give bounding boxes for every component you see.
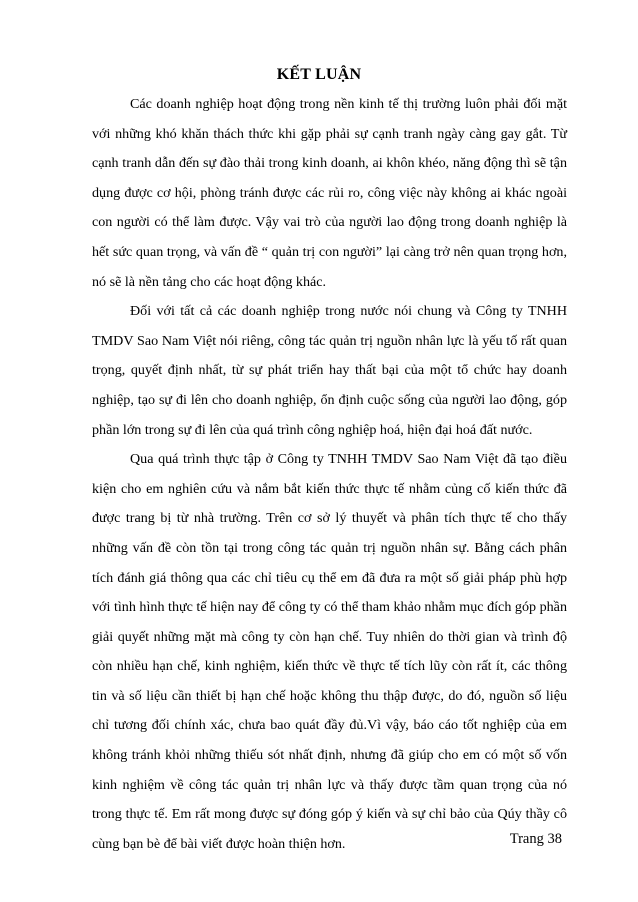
page-title: KẾT LUẬN bbox=[276, 66, 362, 83]
body-text bbox=[92, 90, 567, 859]
paragraph-3: Qua quá trình thực tập ở Công ty TNHH TMDV Sao Nam Việt đã tạo điều kiện cho em nghiên cứu và nắm bắt kiến thức thực tế nhằm củng cố kiến thức đã được trang bị từ nhà trường. Trên cơ sở lý thuyết và phân tích thực tế cho thấy những vấn đề còn tồn tại trong công tác quản trị nguồn nhân sự. Bằng cách phân tích đánh giá thông qua các chỉ tiêu cụ thể em đã đưa ra một số giải pháp phù hợp với tình hình thực tế hiện nay để công ty có thể tham khảo nhằm mục đích góp phần giải quyết những mặt mà công ty còn hạn chế. Tuy nhiên do thời gian và trình độ còn nhiều hạn chế, kinh nghiệm, kiến thức về thực tế tích lũy còn rất ít, các thông tin và số liệu cần thiết bị hạn chế hoặc không thu thập được, do đó, nguồn số liệu chỉ tương đối chính xác, chưa bao quát đầy đủ.Vì vậy, báo cáo tốt nghiệp của em không tránh khỏi những thiếu sót nhất định, nhưng đã giúp cho em có một số vốn kinh nghiệm về công tác quản trị nhân lực và thấy được tầm quan trọng của nó trong thực tế. Em rất mong được sự đóng góp ý kiến và sự chỉ bảo của Qúy thầy cô cùng bạn bè để bài viết được hoàn thiện hơn. bbox=[92, 451, 567, 852]
paragraph-2: Đối với tất cả các doanh nghiệp trong nước nói chung và Công ty TNHH TMDV Sao Nam Việt nói riêng, công tác quản trị nguồn nhân lực là yếu tố rất quan trọng, quyết định nhất, từ sự phát triển hay thất bại của một tổ chức hay doanh nghiệp, tạo sự đi lên cho doanh nghiệp, ổn định cuộc sống của người lao động, góp phần lớn trong sự đi lên của quá trình công nghiệp hoá, hiện đại hoá đất nước. bbox=[92, 303, 567, 438]
paragraph-1: Các doanh nghiệp hoạt động trong nền kinh tế thị trường luôn phải đối mặt với những khó khăn thách thức khi gặp phải sự cạnh tranh ngày càng gay gắt. Từ cạnh tranh dẫn đến sự đào thải trong kinh doanh, ai khôn khéo, năng động thì sẽ tận dụng được cơ hội, phòng tránh được các rủi ro, công việc này không ai khác ngoài con người có thể làm được. Vậy vai trò của người lao động trong doanh nghiệp là hết sức quan trọng, và vấn đề “ quản trị con người” lại càng trở nên quan trọng hơn, nó sẽ là nền tảng cho các hoạt động khác. bbox=[92, 96, 567, 290]
page-number: Trang 38 bbox=[509, 831, 562, 847]
